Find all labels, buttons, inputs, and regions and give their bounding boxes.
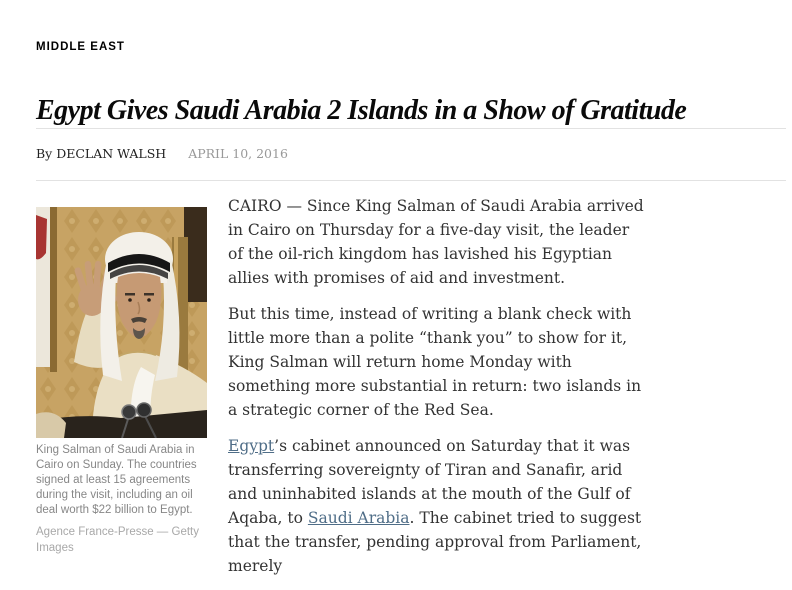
photo-credit: Agence France-Presse — Getty Images: [36, 526, 199, 554]
king-salman-photo: [36, 207, 207, 438]
byline: [36, 146, 288, 161]
egypt-link[interactable]: Egypt: [228, 437, 275, 455]
paragraph-3-text: ’s cabinet announced on Saturday that it was transferring sovereignty of Tiran and Sanafir, arid and uninhabited islands at the mouth of the Gulf of Aqaba, to: [228, 437, 631, 527]
saudi-arabia-link[interactable]: Saudi Arabia: [307, 509, 410, 527]
article-paragraph-3: [228, 434, 646, 578]
photo-caption: King Salman of Saudi Arabia in Cairo on Sunday. The countries signed at least 15 agreements during the visit, including an oil deal worth $22 billion to Egypt.: [36, 444, 197, 516]
article-figure: [36, 207, 214, 554]
divider-rule-top: [36, 128, 786, 129]
paragraph-3-text: . The cabinet tried to suggest that the transfer, pending approval from Parliament, merely: [228, 509, 642, 575]
article-body: [228, 194, 646, 590]
article-headline: Egypt Gives Saudi Arabia 2 Islands in a Show of Gratitude: [36, 94, 687, 126]
article-paragraph-1: CAIRO — Since King Salman of Saudi Arabia arrived in Cairo on Thursday for a five-day visit, the leader of the oil-rich kingdom has lavished his Egyptian allies with promises of aid and investment.: [228, 197, 644, 287]
article-paragraph-2: But this time, instead of writing a blank check with little more than a polite “thank you” to show for it, King Salman will return home Monday with something more substantial in return: two islands in a strategic corner of the Red Sea.: [228, 305, 642, 419]
byline-author: By DECLAN WALSH: [36, 146, 167, 161]
section-kicker[interactable]: MIDDLE EAST: [36, 41, 125, 53]
byline-date: APRIL 10, 2016: [188, 146, 288, 161]
divider-rule-bottom: [36, 180, 786, 181]
